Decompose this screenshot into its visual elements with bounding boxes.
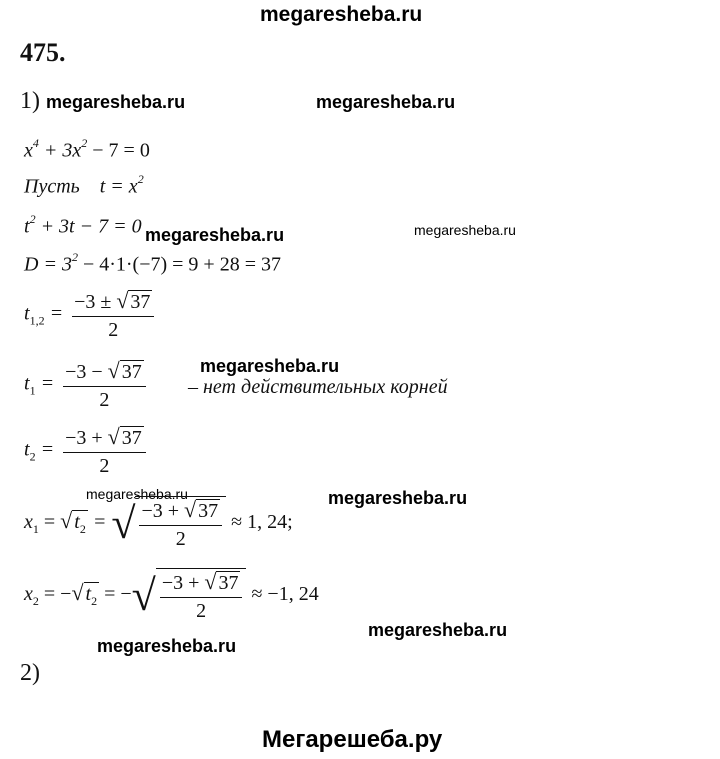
- watermark-bottom-right: megaresheba.ru: [368, 620, 508, 640]
- problem-number: 475.: [20, 38, 66, 67]
- watermark-mid-a: megaresheba.ru: [145, 225, 285, 245]
- watermark-mid-b: megaresheba.ru: [200, 356, 340, 376]
- watermark-top: megaresheba.ru: [260, 3, 423, 26]
- roots-t12: $t_{1,2}$ = $\frac{-3 \pm √ 37}{2}$: [24, 288, 158, 342]
- root-x1: $x_1$ = √ $t_2$ = √ $\frac{-3 + √ 37}{2}$ ≈ 1, 24;: [24, 497, 293, 550]
- watermark-line1-left: megaresheba.ru: [46, 92, 186, 112]
- discriminant-line: $D = 3^2 - 4\cdot 1\cdot(-7) = 9 + 28 = 37$: [24, 250, 281, 276]
- part1-label: 1): [20, 88, 40, 114]
- watermark-line1-right: megaresheba.ru: [316, 92, 456, 112]
- part2-label: 2): [20, 660, 40, 686]
- footer-site-name: Мегарешеба.ру: [262, 726, 443, 753]
- root-x2: $x_2$ = −√ $t_2$ = −√ $\frac{-3 + √ 37}{2}$ ≈ −1, 24: [24, 569, 319, 622]
- watermark-right-b: megaresheba.ru: [328, 488, 468, 508]
- equation-original: $x^4 + 3x^2 - 7 = 0$: [24, 136, 150, 162]
- watermark-mid-small: megaresheba.ru: [414, 222, 516, 238]
- equation-substituted: $t^2 + 3t - 7 = 0$: [24, 212, 142, 238]
- watermark-bottom-left: megaresheba.ru: [97, 636, 237, 656]
- substitution-line: Пусть $t = x^2$: [24, 172, 144, 198]
- no-real-roots-note: – нет действительных корней: [188, 376, 448, 398]
- root-t1: $t_1$ = $\frac{-3 - √ 37}{2}$: [24, 358, 150, 412]
- watermark-small-left: megaresheba.ru: [86, 486, 188, 502]
- root-t2: $t_2$ = $\frac{-3 + √ 37}{2}$: [24, 424, 150, 478]
